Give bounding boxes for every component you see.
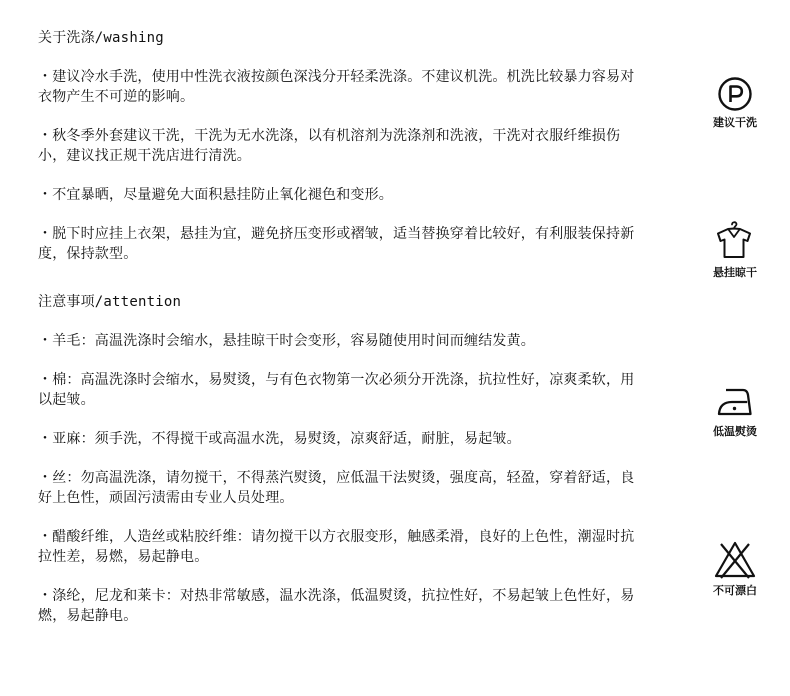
care-label: 建议干洗: [713, 116, 757, 129]
care-label: 低温熨烫: [713, 425, 757, 438]
list-item: ・秋冬季外套建议干洗，干洗为无水洗涤，以有机溶剂为洗涤剂和洗液，干洗对衣服纤维损伤小，建议找正规干洗店进行清洗。: [38, 128, 621, 164]
list-item: ・丝：勿高温洗涤，请勿搅干，不得蒸汽熨烫，应低温干法熨烫，强度高，轻盈，穿着舒适，良好上色性，顽固污渍需由专业人员处理。: [38, 470, 635, 506]
dry-clean-p-icon: [717, 76, 753, 112]
no-bleach-icon: [713, 540, 757, 580]
care-label: 不可漂白: [713, 584, 757, 597]
list-item: ・建议冷水手洗，使用中性洗衣液按颜色深浅分开轻柔洗涤。不建议机洗。机洗比较暴力容易对衣物产生不可逆的影响。: [38, 69, 635, 105]
list-item: ・醋酸纤维，人造丝或粘胶纤维：请勿搅干以方衣服变形，触感柔滑，良好的上色性，潮湿时抗拉性差，易燃，易起静电。: [38, 529, 635, 565]
iron-low-temp-icon: [715, 383, 755, 421]
list-item: ・涤纶，尼龙和莱卡：对热非常敏感，温水洗涤，低温熨烫，抗拉性好，不易起皱上色性好，易燃，易起静电。: [38, 588, 635, 624]
care-icons-column: [690, 0, 780, 696]
list-item: ・棉：高温洗涤时会缩水，易熨烫，与有色衣物第一次必须分开洗涤，抗拉性好，凉爽柔软，用以起皱。: [38, 372, 635, 408]
care-instructions-text: [38, 28, 648, 626]
list-item: ・不宜暴晒，尽量避免大面积悬挂防止氧化褪色和变形。: [38, 187, 393, 203]
care-item-iron: [690, 383, 780, 439]
list-item: ・羊毛：高温洗涤时会缩水，悬挂晾干时会变形，容易随使用时间而缠结发黄。: [38, 333, 535, 349]
care-label: 悬挂晾干: [713, 266, 757, 279]
care-item-dry-clean: [690, 76, 780, 130]
care-item-no-bleach: [690, 540, 780, 598]
list-item: ・脱下时应挂上衣架，悬挂为宜，避免挤压变形或褶皱，适当替换穿着比较好，有利服装保持新度，保持款型。: [38, 226, 635, 262]
section-heading-attention: 注意事项/attention: [38, 294, 182, 310]
section-heading-washing: 关于洗涤/washing: [38, 30, 164, 46]
care-item-hang-dry: [690, 218, 780, 280]
list-item: ・亚麻：须手洗，不得搅干或高温水洗，易熨烫，凉爽舒适，耐脏，易起皱。: [38, 431, 521, 447]
hang-dry-shirt-icon: [713, 218, 757, 262]
